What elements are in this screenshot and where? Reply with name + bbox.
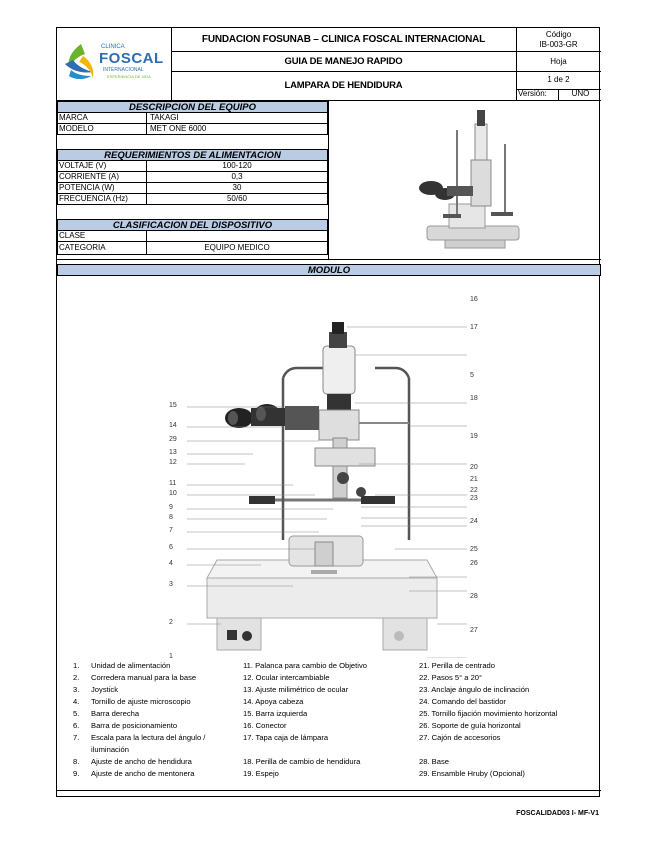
legend-item: Barra de posicionamiento <box>91 721 178 730</box>
callout-17: 17 <box>470 324 478 331</box>
module-section-title: MODULO <box>57 264 601 276</box>
legend-num: 4. <box>73 697 80 706</box>
legend-num: 6. <box>73 721 80 730</box>
callout-24: 24 <box>470 518 478 525</box>
callout-6: 6 <box>169 544 173 551</box>
legend-item: 11. Palanca para cambio de Objetivo <box>243 661 367 670</box>
callout-5: 5 <box>470 372 474 379</box>
legend-num: 3. <box>73 685 80 694</box>
legend-item: 17. Tapa caja de lámpara <box>243 733 329 742</box>
voltage-value: 100-120 <box>222 161 252 170</box>
classification-section-title: CLASIFICACION DEL DISPOSITIVO <box>57 219 328 231</box>
logo-emblem-icon <box>63 42 99 82</box>
equipment-name: LAMPARA DE HENDIDURA <box>284 80 403 91</box>
legend-item: 25. Tornillo fijación movimiento horizontal <box>419 709 558 718</box>
callout-4: 4 <box>169 560 173 567</box>
callout-13: 13 <box>169 449 177 456</box>
callout-19: 19 <box>470 433 478 440</box>
code-value: IB-003-GR <box>539 40 578 49</box>
power-label: POTENCIA (W) <box>59 183 115 192</box>
doc-type: GUIA DE MANEJO RAPIDO <box>284 56 403 67</box>
sheet-value: 1 de 2 <box>547 75 570 84</box>
legend-item: 23. Anclaje ángulo de inclinación <box>419 685 530 694</box>
legend-item: 14. Apoya cabeza <box>243 697 304 706</box>
legend-item: 24. Comando del bastidor <box>419 697 506 706</box>
slit-lamp-diagram <box>57 278 601 658</box>
class-label: CLASE <box>59 231 86 240</box>
callout-20: 20 <box>470 464 478 471</box>
model-value: MET ONE 6000 <box>150 124 207 133</box>
callout-22: 22 <box>470 487 478 494</box>
legend-item: 13. Ajuste milimétrico de ocular <box>243 685 349 694</box>
callout-18: 18 <box>470 395 478 402</box>
legend-num: 9. <box>73 769 80 778</box>
legend-item: 18. Perilla de cambio de hendidura <box>243 757 361 766</box>
legend-item: Escala para la lectura del ángulo / <box>91 733 206 742</box>
category-value: EQUIPO MEDICO <box>204 243 270 252</box>
legend-item: Tornillo de ajuste microscopio <box>91 697 191 706</box>
callout-11: 11 <box>169 480 177 487</box>
model-label: MODELO <box>59 124 94 133</box>
callout-2: 2 <box>169 619 173 626</box>
brand-value: TAKAGI <box>150 113 179 122</box>
legend-item: 15. Barra izquierda <box>243 709 308 718</box>
legend-num: 1. <box>73 661 80 670</box>
foscal-logo <box>63 38 167 90</box>
legend-num: 2. <box>73 673 80 682</box>
callout-1: 1 <box>169 653 173 660</box>
sheet-label: Hoja <box>550 57 567 66</box>
callout-7: 7 <box>169 527 173 534</box>
callout-9: 9 <box>169 504 173 511</box>
legend-item: Ajuste de ancho de hendidura <box>91 757 192 766</box>
callout-3: 3 <box>169 581 173 588</box>
callout-27: 27 <box>470 627 478 634</box>
callout-15: 15 <box>169 402 177 409</box>
callout-26: 26 <box>470 560 478 567</box>
legend-num: 8. <box>73 757 80 766</box>
legend-num: 5. <box>73 709 80 718</box>
callout-23: 23 <box>470 495 478 502</box>
brand-label: MARCA <box>59 113 88 122</box>
legend-item: 26. Soporte de guía horizontal <box>419 721 521 730</box>
legend-item: Corredera manual para la base <box>91 673 197 682</box>
callout-10: 10 <box>169 490 177 497</box>
code-label: Código <box>545 30 572 39</box>
legend-item: Unidad de alimentación <box>91 661 171 670</box>
callout-12: 12 <box>169 459 177 466</box>
logo-clinica-text: CLINICA <box>101 44 125 50</box>
callout-8: 8 <box>169 514 173 521</box>
legend-item: 19. Espejo <box>243 769 279 778</box>
category-label: CATEGORIA <box>59 243 106 252</box>
legend-num: 7. <box>73 733 80 742</box>
legend-item: iluminación <box>91 745 129 754</box>
document-page <box>56 27 600 797</box>
version-value: UNO <box>571 89 590 98</box>
org-title: FUNDACION FOSUNAB – CLINICA FOSCAL INTERNACIONAL <box>201 34 486 45</box>
frequency-label: FRECUENCIA (Hz) <box>59 194 128 203</box>
legend-item: 28. Base <box>419 757 449 766</box>
legend-item: 27. Cajón de accesorios <box>419 733 501 742</box>
callout-21: 21 <box>470 476 478 483</box>
legend-item: Barra derecha <box>91 709 140 718</box>
power-value: 30 <box>232 183 242 192</box>
legend-item: 21. Perilla de centrado <box>419 661 495 670</box>
logo-brand-text: FOSCAL <box>99 50 164 67</box>
callout-25: 25 <box>470 546 478 553</box>
current-value: 0,3 <box>231 172 243 181</box>
version-label: Versión: <box>518 89 547 98</box>
footer-code: FOSCALIDAD03 I- MF-V1 <box>516 810 599 817</box>
legend-item: 22. Pasos 5° a 20° <box>419 673 483 682</box>
legend-item: 16. Conector <box>243 721 287 730</box>
callout-28: 28 <box>470 593 478 600</box>
legend-item: Joystick <box>91 685 119 694</box>
logo-intl-text: INTERNACIONAL <box>103 67 144 73</box>
callout-14: 14 <box>169 422 177 429</box>
legend-item: Ajuste de ancho de mentonera <box>91 769 195 778</box>
power-section-title: REQUERIMIENTOS DE ALIMENTACION <box>57 149 328 161</box>
legend-item: 29. Ensamble Hruby (Opcional) <box>419 769 525 778</box>
logo-tagline-text: EXPERIENCIA DE VIDA <box>107 74 151 79</box>
legend-item: 12. Ocular intercambiable <box>243 673 330 682</box>
voltage-label: VOLTAJE (V) <box>59 161 107 170</box>
current-label: CORRIENTE (A) <box>59 172 119 181</box>
equipment-section-title: DESCRIPCION DEL EQUIPO <box>57 101 328 113</box>
callout-16: 16 <box>470 296 478 303</box>
callout-29: 29 <box>169 436 177 443</box>
frequency-value: 50/60 <box>226 194 248 203</box>
slit-lamp-thumbnail-image <box>387 104 537 254</box>
